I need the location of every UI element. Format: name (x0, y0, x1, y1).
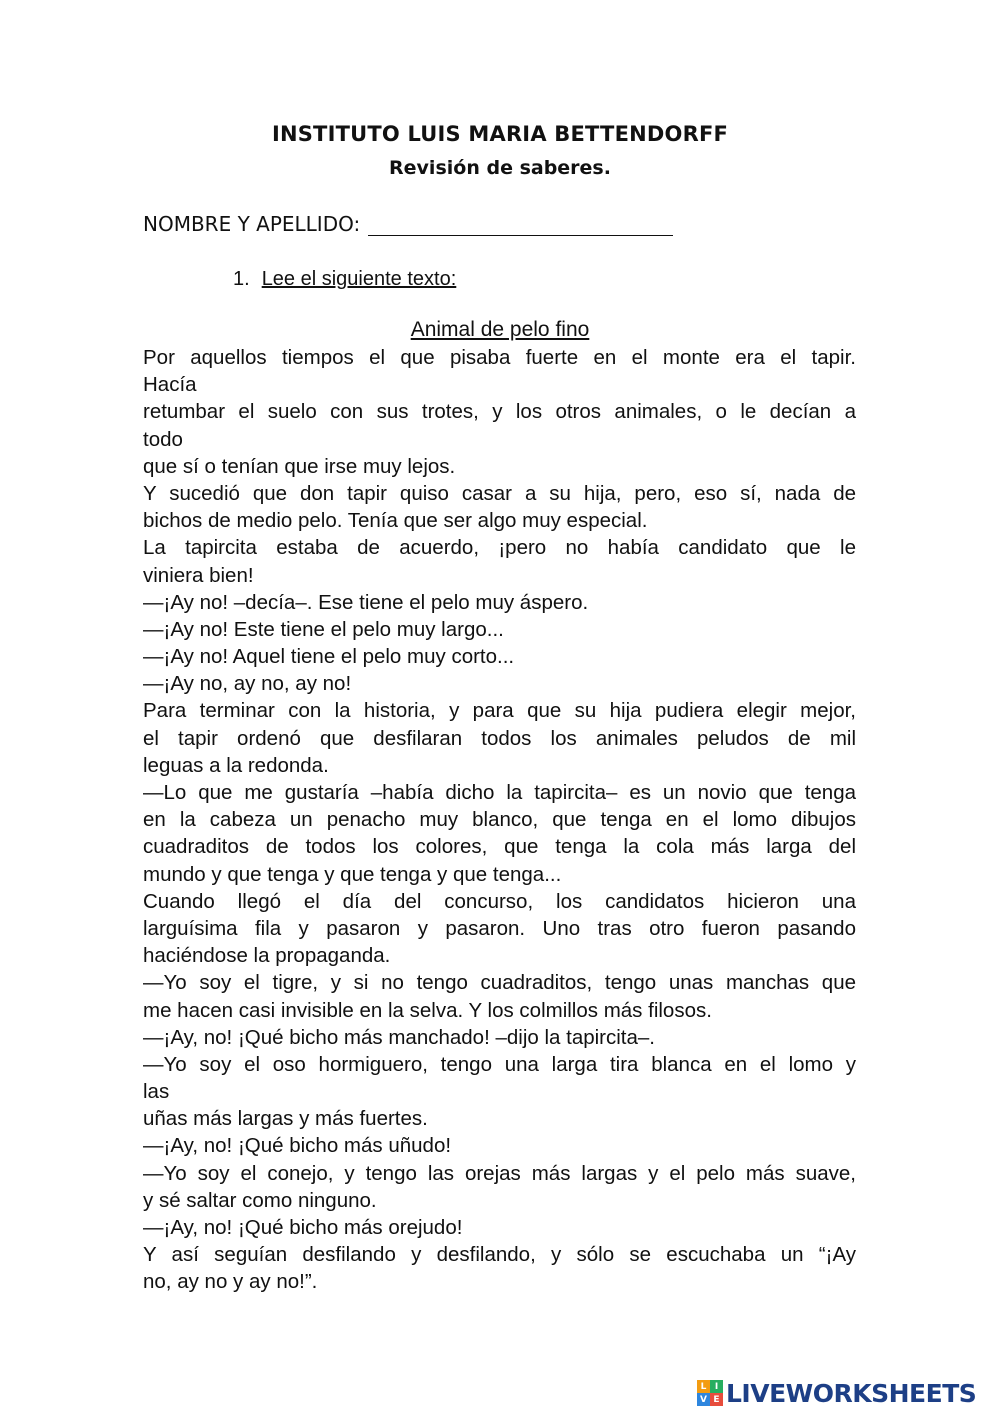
story-line: —Yo soy el conejo, y tengo las orejas más largas y el pelo más suave, (143, 1161, 856, 1185)
instruction-item (233, 268, 456, 291)
story-line: las (143, 1080, 170, 1104)
story-line: Y sucedió que don tapir quiso casar a su hija, pero, eso sí, nada de (143, 481, 856, 505)
story-line: —¡Ay no, ay no, ay no! (143, 672, 352, 696)
story-line: —¡Ay no! Aquel tiene el pelo muy corto... (143, 645, 515, 669)
story-line: —¡Ay, no! ¡Qué bicho más uñudo! (143, 1134, 452, 1158)
liveworksheets-watermark (697, 1377, 976, 1409)
story-line: —Yo soy el tigre, y si no tengo cuadraditos, tengo unas manchas que (143, 971, 856, 995)
story-line: —Lo que me gustaría –había dicho la tapircita– es un novio que tenga (143, 781, 856, 804)
story-line: —Yo soy el oso hormiguero, tengo una larga tira blanca en el lomo y (143, 1052, 856, 1076)
story-line: retumbar el suelo con sus trotes, y los otros animales, o le decían a (143, 400, 856, 424)
story-title: Animal de pelo fino (410, 318, 590, 341)
name-field-label: NOMBRE Y APELLIDO: (143, 212, 361, 236)
story-line: Por aquellos tiempos el que pisaba fuerte en el monte era el tapir. (143, 346, 856, 369)
story-line: el tapir ordenó que desfilaran todos los animales peludos de mil (143, 726, 856, 750)
story-line: —¡Ay no! –decía–. Ese tiene el pelo muy áspero. (143, 590, 589, 614)
story-line: Para terminar con la historia, y para que su hija pudiera elegir mejor, (143, 699, 856, 723)
story-line: Cuando llegó el día del concurso, los candidatos hicieron una (143, 889, 856, 913)
story-line: Hacía (143, 373, 197, 397)
story-line: bichos de medio pelo. Tenía que ser algo muy especial. (143, 509, 648, 533)
logo-icon-letter: E (710, 1393, 723, 1406)
instruction-text: Lee el siguiente texto: (261, 268, 457, 290)
story-line: uñas más largas y más fuertes. (143, 1107, 428, 1131)
story-line: en la cabeza un penacho muy blanco, que tenga en el lomo dibujos (143, 808, 856, 832)
story-line: que sí o tenían que irse muy lejos. (143, 454, 456, 478)
liveworksheets-logo-text: LIVEWORKSHEETS (726, 1378, 977, 1408)
story-line: —¡Ay, no! ¡Qué bicho más manchado! –dijo la tapircita–. (143, 1025, 655, 1049)
instruction-number: 1. (233, 268, 250, 290)
story-line: —¡Ay no! Este tiene el pelo muy largo... (143, 617, 504, 641)
story-line: todo (143, 427, 183, 451)
logo-icon-letter: I (710, 1380, 723, 1393)
story-line: viniera bien! (143, 563, 254, 587)
logo-icon-letter: L (697, 1380, 710, 1393)
story-body (143, 344, 856, 1296)
story-line: larguísima fila y pasaron y pasaron. Uno tras otro fueron pasando (143, 916, 856, 940)
story-line: mundo y que tenga y que tenga y que tenga... (143, 862, 562, 886)
liveworksheets-logo-icon (697, 1380, 723, 1406)
story-line: haciéndose la propaganda. (143, 944, 391, 968)
story-line: me hacen casi invisible en la selva. Y los colmillos más filosos. (143, 998, 712, 1022)
logo-icon-letter: V (697, 1393, 710, 1406)
story-line: y sé saltar como ninguno. (143, 1188, 377, 1212)
institution-title: INSTITUTO LUIS MARIA BETTENDORFF (271, 122, 729, 146)
story-line: no, ay no y ay no!”. (143, 1270, 318, 1294)
name-field (143, 212, 673, 236)
story-line: leguas a la redonda. (143, 753, 329, 777)
story-line: La tapircita estaba de acuerdo, ¡pero no había candidato que le (143, 536, 856, 560)
name-answer-blank[interactable] (368, 215, 673, 236)
story-line: cuadraditos de todos los colores, que tenga la cola más larga del (143, 835, 856, 859)
story-line: —¡Ay, no! ¡Qué bicho más orejudo! (143, 1216, 463, 1239)
worksheet-subtitle: Revisión de saberes. (389, 157, 611, 179)
story-line: Y así seguían desfilando y desfilando, y sólo se escuchaba un “¡Ay (143, 1243, 856, 1267)
